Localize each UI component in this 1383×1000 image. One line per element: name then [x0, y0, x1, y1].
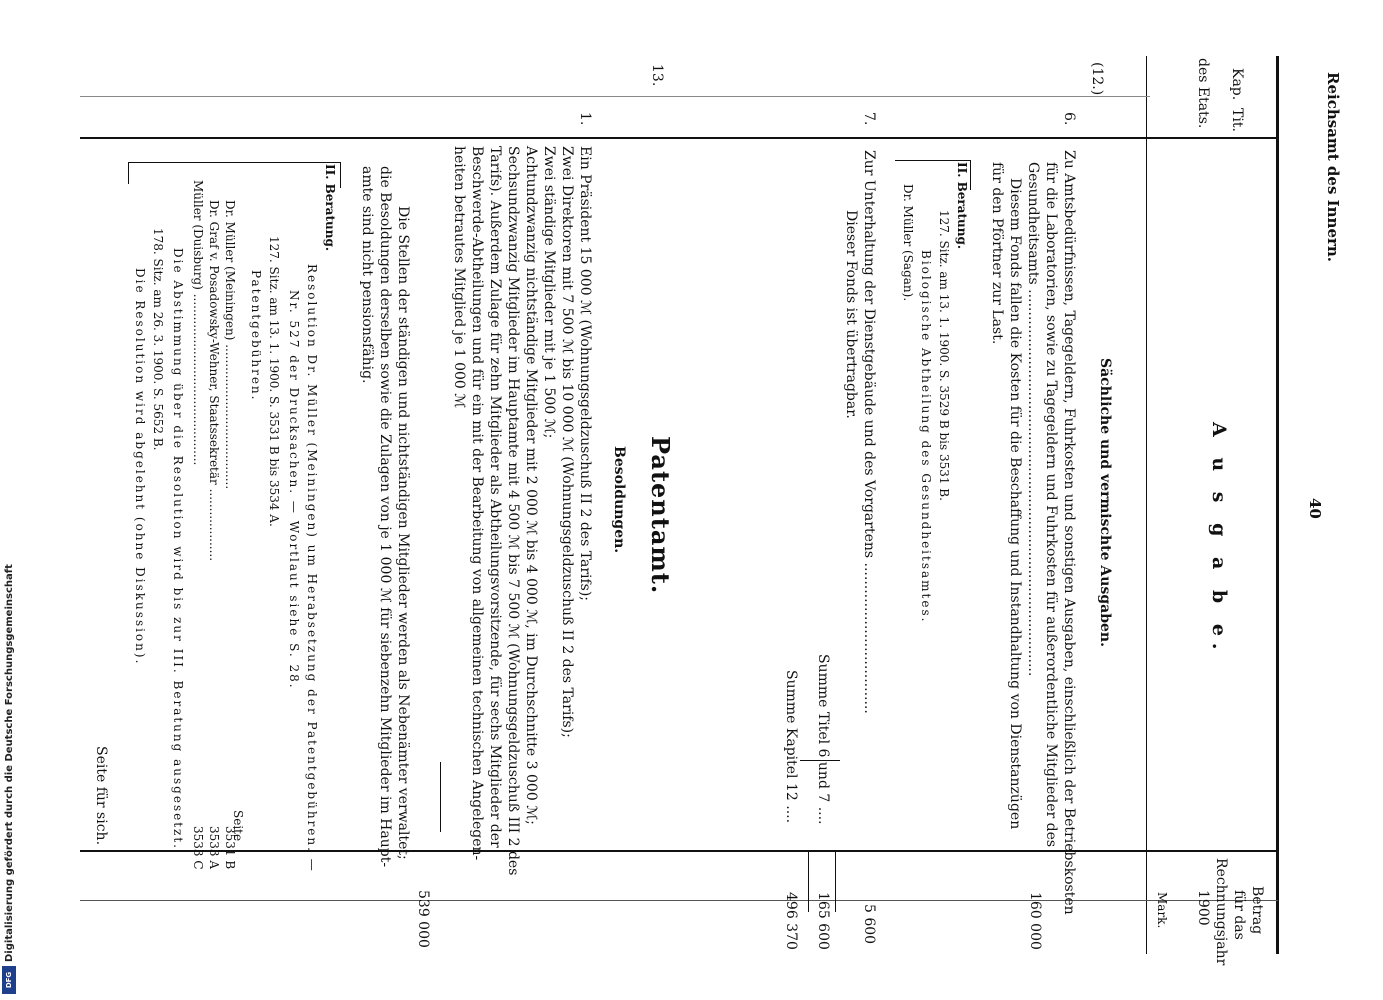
kap-13-tit-1-line-6: Tarifs). Außerdem Zulage für zehn Mitglieder als Abtheilungsvorsitzende, für sechs Mitglieder der	[487, 146, 503, 848]
dfg-logo: DFG	[2, 966, 16, 994]
kap-13-note-resolution: Resolution Dr. Müller (Meiningen) um Herabsetzung der Patentgebühren. —	[305, 264, 319, 873]
col-amount-unit: Mark.	[1155, 892, 1169, 929]
kap-13-speaker-1: Dr. Müller (Meiningen) ......................................	[223, 200, 237, 490]
kap-13-tit-1-line-1: Ein Präsident 15 000 ℳ (Wohnungsgeldzuschuß II 2 des Tarifs);	[577, 146, 593, 602]
amount-rule-3	[808, 852, 809, 912]
kap-13-note-resolution-2: Nr. 527 der Drucksachen. — Wortlaut siehe S. 28.	[287, 290, 301, 690]
note-bracket-2-side	[128, 162, 129, 184]
page-number: 40	[1306, 498, 1324, 519]
kap-13-tit-1-line-8: heiten betrautes Mitglied je 1 000 ℳ	[451, 146, 467, 409]
sum-kapitel-label: Summe Kapitel 12 ....	[783, 670, 799, 824]
col-amount-label-1: Betrag	[1249, 886, 1265, 935]
tit-6-amount: 160 000	[1027, 892, 1043, 950]
kap-13-note-third-result: Die Resolution wird abgelehnt (ohne Diskussion).	[133, 268, 147, 666]
kap-13-number: 13.	[649, 64, 665, 87]
note-bracket-2	[340, 162, 341, 188]
sum-titles-label: Summe Titel 6 und 7 ....	[815, 654, 831, 825]
kap-13-tit-1-amount: 539 000	[415, 890, 431, 948]
note-bracket-top	[895, 160, 971, 161]
kap-13-tit-1-line-4: Achtundzwanzig nichtständige Mitglieder mit 2 000 ℳ bis 4 000 ℳ, im Durchschnitte 3 000 ℳ;	[523, 146, 539, 825]
tit-6-note-line-3: Dr. Müller (Sagan).	[901, 184, 915, 302]
col-amount-label-4: 1900	[1195, 890, 1211, 926]
sum-titles-amount: 165 600	[815, 892, 831, 950]
sum-kapitel-amount: 496 370	[783, 892, 799, 950]
kap-12-number: (12.)	[1089, 62, 1105, 96]
dotted-rule-bottom	[80, 900, 1278, 901]
col-amount-label-2: für das	[1231, 890, 1247, 940]
tit-6-line-3: Gesundheitsamts .......................................................................................	[1025, 162, 1041, 677]
tit-7-amount: 5 600	[861, 904, 877, 945]
kap-13-tit-1-line-7: Beschwerde-Abtheilungen und für ein mit der Bearbeitung von allgemeinen technischen Angelegen-	[469, 146, 485, 861]
digitization-credit: Digitalisierung gefördert durch die Deutsche Forschungsgemeinschaft	[4, 564, 15, 962]
kap-12-subhead: Sächliche und vermischte Ausgaben.	[1097, 358, 1113, 647]
tit-6-line-1: Zu Amtsbedürfnissen, Tagegeldern, Fuhrkosten und sonstigen Ausgaben, einschließlich der Betriebskosten	[1061, 150, 1077, 915]
kap-13-remark-line-2: die Besoldungen derselben sowie die Zulagen von je 1 000 ℳ für siebenzehn Mitglieder im Haupt-	[377, 166, 393, 868]
tit-6-line-5: für den Pförtner zur Last.	[989, 162, 1005, 345]
tit-7-number: 7.	[861, 112, 877, 126]
col-etat-label: des Etats.	[1195, 58, 1211, 129]
kap-13-speaker-1-page: 3531 B	[223, 826, 237, 870]
section-title: A u s g a b e.	[1208, 422, 1230, 657]
kap-13-tit-1-line-3: Zwei ständige Mitglieder mit je 1 500 ℳ;	[541, 146, 557, 439]
header-rule	[1146, 56, 1147, 954]
kap-13-note-sitting: 127. Sitz. am 13. 1. 1900. S. 3531 B bis 3534 A.	[267, 236, 281, 527]
amount-rule-1	[440, 762, 441, 832]
outer-rule-thick	[1276, 56, 1279, 954]
column-rule-main	[80, 137, 1278, 139]
note-bracket	[970, 160, 971, 190]
tit-6-line-4: Diesem Fonds fallen die Kosten für die Beschaffung und Instandhaltung von Dienstanzügen	[1007, 178, 1023, 830]
note-bracket-2-top	[128, 162, 341, 163]
kap-13-tit-1-number: 1.	[577, 112, 593, 126]
tit-6-note-line-1: 127. Sitz. am 13. 1. 1900. S. 3529 B bis 3531 B.	[937, 210, 951, 501]
tit-7-line-1: Zur Unterhaltung der Dienstgebäude und des Vorgartens ..................................	[861, 150, 877, 714]
amount-rule-2	[835, 852, 836, 912]
kap-13-speaker-2: Dr. Graf v. Posadowsky-Wehner, Staatssekretär ...................	[207, 200, 221, 562]
column-rule-amount	[80, 850, 1278, 852]
kap-13-note-title: II. Beratung.	[323, 164, 337, 252]
tit-6-note-line-2: Biologische Abtheilung des Gesundheitsamtes.	[919, 250, 933, 624]
kap-13-tit-1-line-5: Sechsundzwanzig Mitglieder im Hauptamte mit 4 500 ℳ bis 7 500 ℳ (Wohnungsgeldzuschuß III 2 des	[505, 146, 521, 876]
kap-13-speaker-2-page: 3533 A	[207, 826, 221, 870]
kap-13-subhead: Besoldungen.	[611, 446, 627, 554]
col-amount-label-3: Rechnungsjahr	[1213, 858, 1229, 966]
col-tit-label: Tit.	[1229, 108, 1245, 132]
tit-6-number: 6.	[1061, 112, 1077, 126]
tit-7-line-2: Dieser Fonds ist übertragbar.	[843, 210, 859, 419]
kap-13-tit-1-line-2: Zwei Direktoren mit 7 500 ℳ bis 10 000 ℳ (Wohnungsgeldzuschuß II 2 des Tarifs);	[559, 146, 575, 738]
tit-6-note-title: II. Beratung.	[955, 162, 969, 250]
kap-13-note-third-sitting: 178. Sitz. am 26. 3. 1900. S. 5652 B.	[151, 228, 165, 451]
kap-13-remark-line-3: amte sind nicht pensionsfähig.	[359, 166, 375, 384]
kap-13-remark-line-1: Die Stellen der ständigen und nichtständigen Mitglieder werden als Nebenämter verwaltet;	[395, 206, 411, 860]
col-kap-label: Kap.	[1229, 68, 1245, 101]
kap-13-note-seite: Seite	[231, 810, 245, 842]
kap-13-speaker-3: Müller (Duisburg) .............................................	[191, 180, 205, 466]
kap-13-note-vote: Die Abstimmung über die Resolution wird bis zur III. Beratung ausgesetzt.	[171, 248, 185, 850]
kap-13-speaker-3-page: 3533 C	[191, 826, 205, 870]
seite-fuer-sich: Seite für sich.	[93, 746, 109, 846]
kap-13-note-topic: Patentgebühren.	[249, 270, 263, 402]
dotted-rule-top	[80, 96, 1150, 97]
tit-6-line-2: für die Laboratorien, sowie zu Tagegeldern und Fuhrkosten für außerordentliche Mitglieder des	[1043, 162, 1059, 848]
kap-13-title: Patentamt.	[646, 436, 675, 595]
ministry-heading: Reichsamt des Innern.	[1324, 72, 1342, 263]
